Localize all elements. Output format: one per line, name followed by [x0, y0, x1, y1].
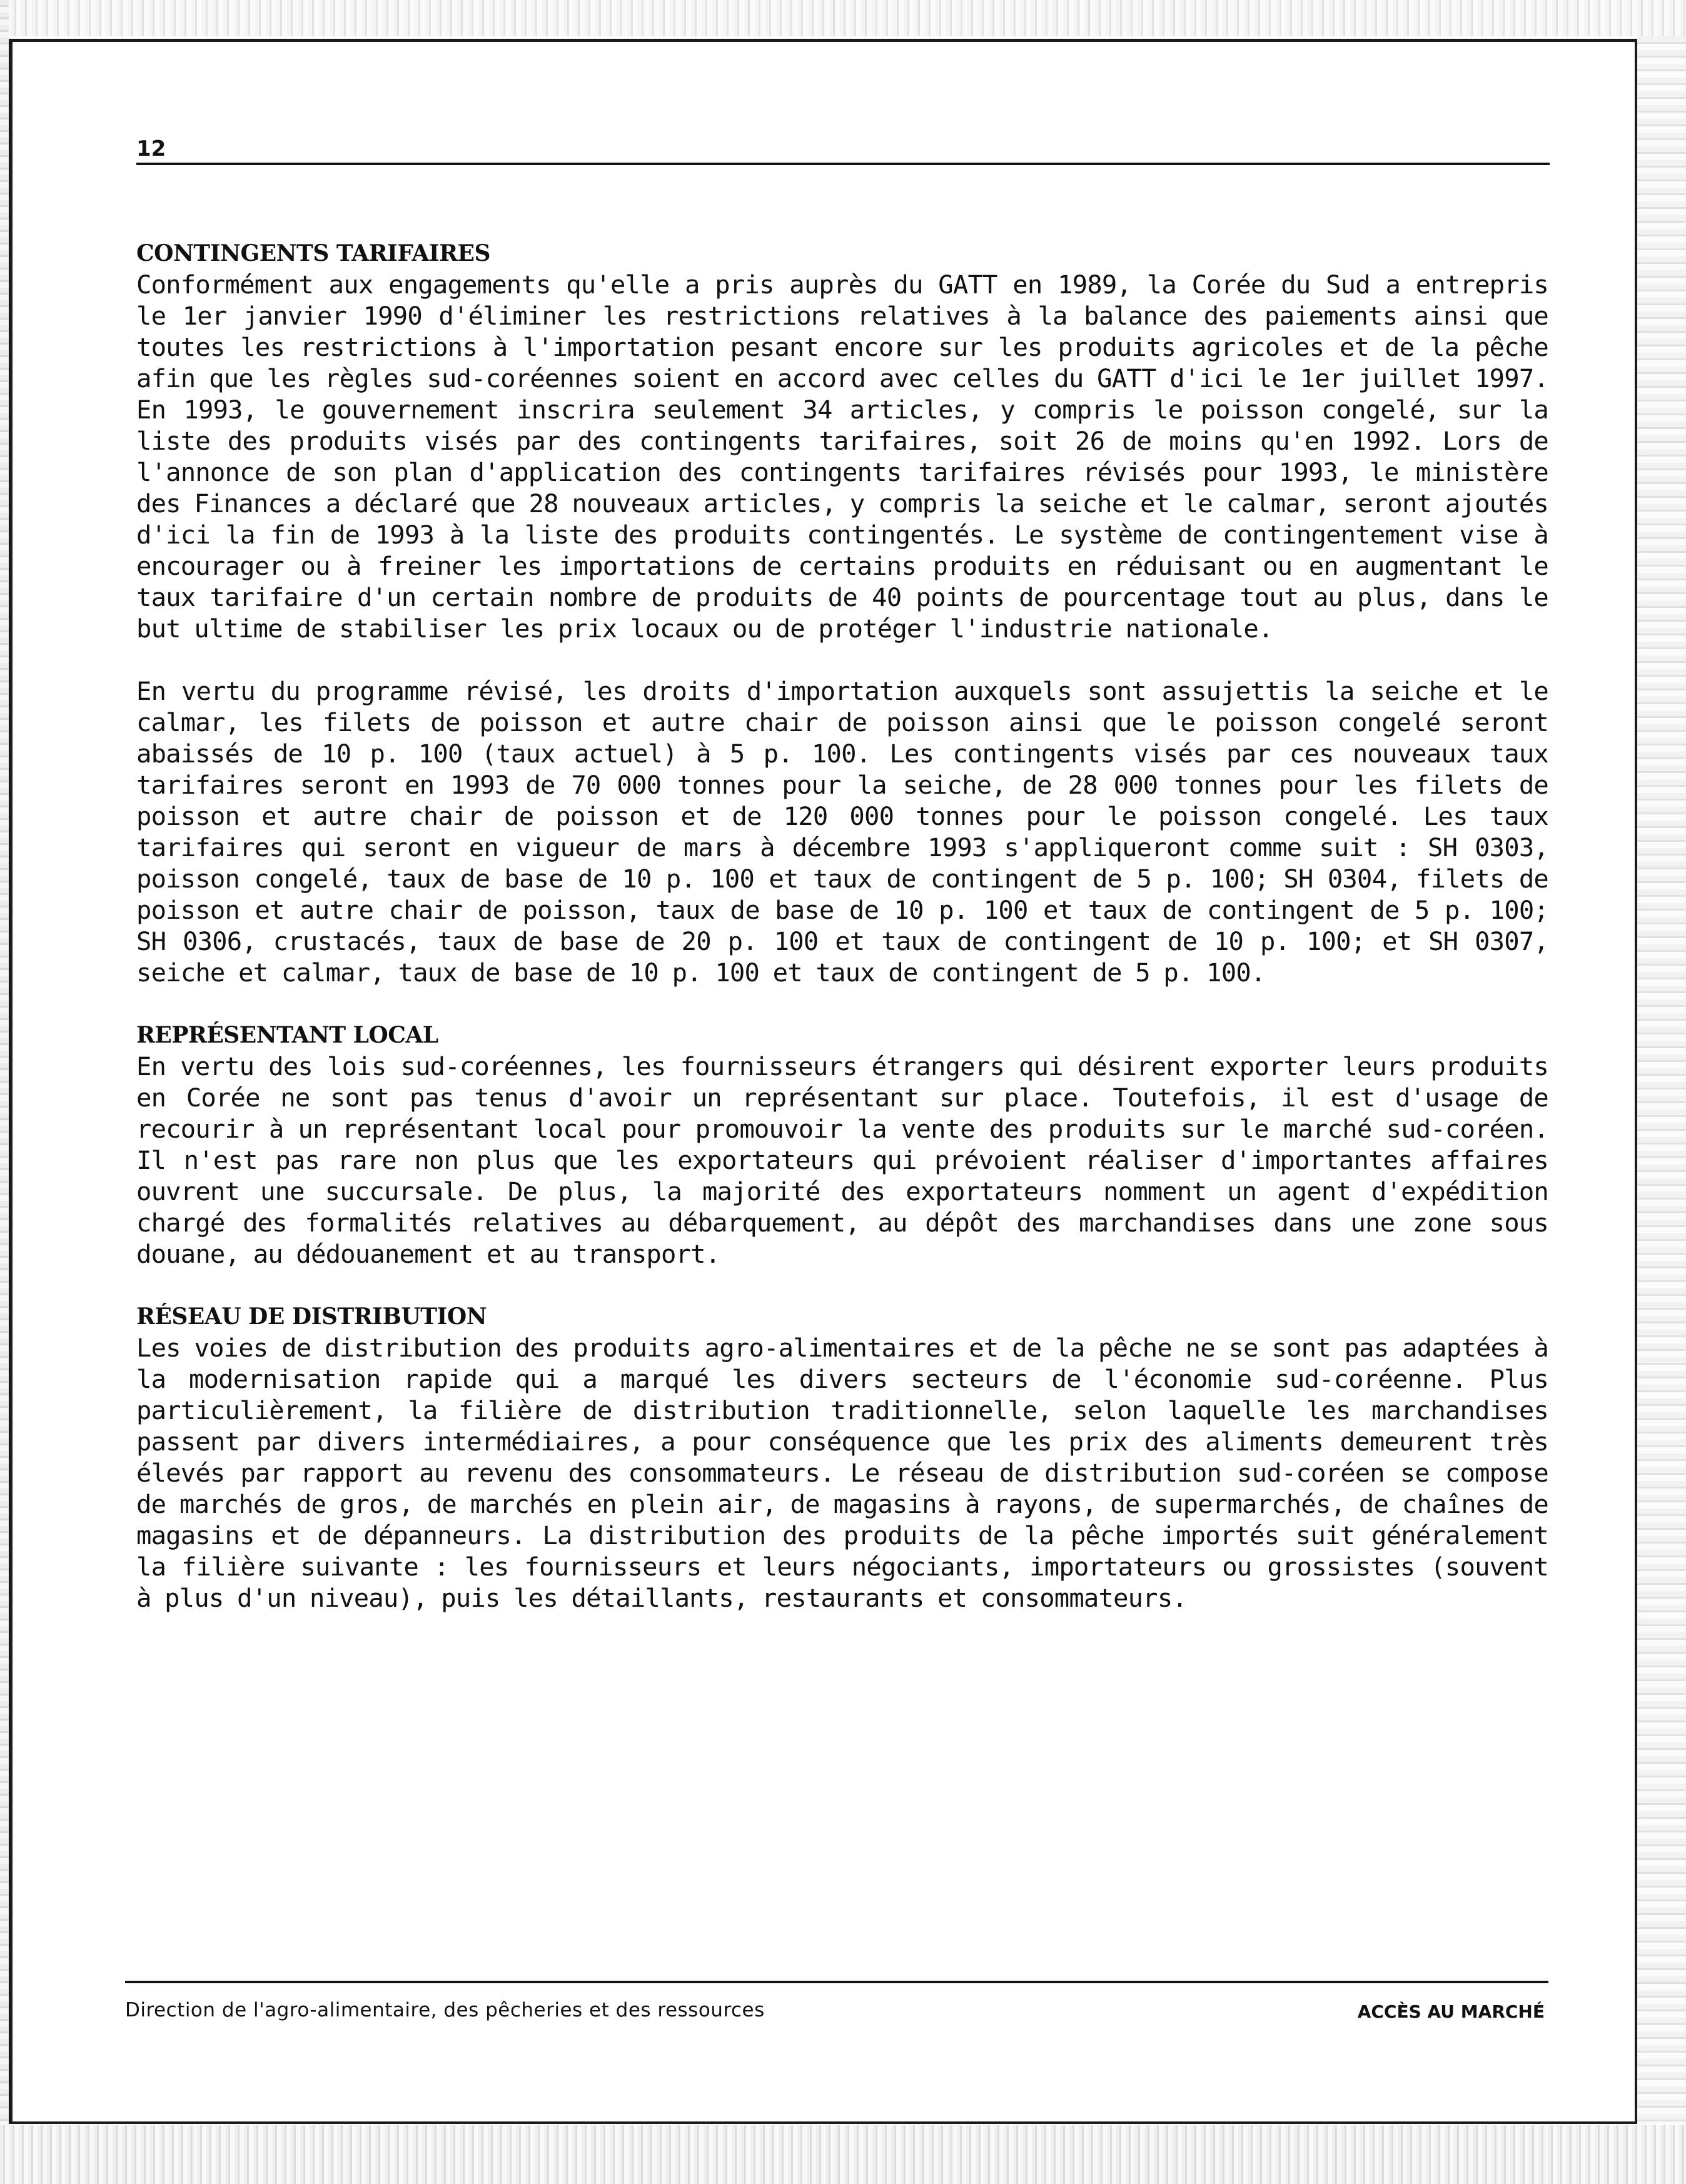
- scan-border-top: [0, 0, 1686, 36]
- section-spacer: [136, 988, 1548, 1019]
- footer-rule: [125, 1981, 1548, 1983]
- section-representant-local: [136, 1019, 1548, 1270]
- section-heading: CONTINGENTS TARIFAIRES: [136, 240, 490, 266]
- page-number: 12: [136, 136, 166, 161]
- paragraph: En vertu du programme révisé, les droits d'importation auxquels sont assujettis la seiche et le calmar, les filets de poisson et autre chair de poisson ainsi que le poisson congelé seront abaissés de 10 p. 100 (taux actuel) à 5 p. 100. Les contingents visés par ces nouveaux taux tarifaires seront en 1993 de 70 000 tonnes pour la seiche, de 28 000 tonnes pour les filets de poisson et autre chair de poisson et de 120 000 tonnes pour le poisson congelé. Les taux tarifaires qui seront en vigueur de mars à décembre 1993 s'appliqueront comme suit : SH 0303, poisson congelé, taux de base de 10 p. 100 et taux de contingent de 5 p. 100; SH 0304, filets de poisson et autre chair de poisson, taux de base de 10 p. 100 et taux de contingent de 5 p. 100; SH 0306, crustacés, taux de base de 20 p. 100 et taux de contingent de 10 p. 100; et SH 0307, seiche et calmar, taux de base de 10 p. 100 et taux de contingent de 5 p. 100.: [136, 676, 1548, 988]
- scan-border-left: [0, 0, 9, 2184]
- paragraph: Conformément aux engagements qu'elle a pris auprès du GATT en 1989, la Corée du Sud a entrepris le 1er janvier 1990 d'éliminer les restrictions relatives à la balance des paiements ainsi que toutes les restrictions à l'importation pesant encore sur les produits agricoles et de la pêche afin que les règles sud-coréennes soient en accord avec celles du GATT d'ici le 1er juillet 1997. En 1993, le gouvernement inscrira seulement 34 articles, y compris le poisson congelé, sur la liste des produits visés par des contingents tarifaires, soit 26 de moins qu'en 1992. Lors de l'annonce de son plan d'application des contingents tarifaires révisés pour 1993, le ministère des Finances a déclaré que 28 nouveaux articles, y compris la seiche et le calmar, seront ajoutés d'ici la fin de 1993 à la liste des produits contingentés. Le système de contingentement vise à encourager ou à freiner les importations de certains produits en réduisant ou en augmentant le taux tarifaire d'un certain nombre de produits de 40 points de pourcentage tout au plus, dans le but ultime de stabiliser les prix locaux ou de protéger l'industrie nationale.: [136, 270, 1548, 644]
- scan-border-bottom: [0, 2125, 1686, 2184]
- section-contingents-tarifaires: [136, 238, 1548, 988]
- footer-publisher: Direction de l'agro-alimentaire, des pêcheries et des ressources: [125, 1999, 765, 2021]
- footer-publication-title: ACCÈS AU MARCHÉ: [1357, 2001, 1545, 2022]
- document-body: [136, 238, 1548, 1614]
- section-reseau-de-distribution: [136, 1301, 1548, 1614]
- section-heading: RÉSEAU DE DISTRIBUTION: [136, 1303, 487, 1330]
- scan-border-right: [1637, 36, 1686, 2125]
- header-rule: [136, 163, 1550, 165]
- paragraph: Les voies de distribution des produits agro-alimentaires et de la pêche ne se sont pas adaptées à la modernisation rapide qui a marqué les divers secteurs de l'économie sud-coréenne. Plus particulièrement, la filière de distribution traditionnelle, selon laquelle les marchandises passent par divers intermédiaires, a pour conséquence que les prix des aliments demeurent très élevés par rapport au revenu des consommateurs. Le réseau de distribution sud-coréen se compose de marchés de gros, de marchés en plein air, de magasins à rayons, de supermarchés, de chaînes de magasins et de dépanneurs. La distribution des produits de la pêche importés suit généralement la filière suivante : les fournisseurs et leurs négociants, importateurs ou grossistes (souvent à plus d'un niveau), puis les détaillants, restaurants et consommateurs.: [136, 1333, 1548, 1613]
- section-spacer: [136, 1270, 1548, 1301]
- section-heading: REPRÉSENTANT LOCAL: [136, 1022, 438, 1048]
- paragraph: En vertu des lois sud-coréennes, les fournisseurs étrangers qui désirent exporter leurs produits en Corée ne sont pas tenus d'avoir un représentant sur place. Toutefois, il est d'usage de recourir à un représentant local pour promouvoir la vente des produits sur le marché sud-coréen. Il n'est pas rare non plus que les exportateurs qui prévoient réaliser d'importantes affaires ouvrent une succursale. De plus, la majorité des exportateurs nomment un agent d'expédition chargé des formalités relatives au débarquement, au dépôt des marchandises dans une zone sous douane, au dédouanement et au transport.: [136, 1051, 1548, 1269]
- paragraph-spacer: [136, 644, 1548, 675]
